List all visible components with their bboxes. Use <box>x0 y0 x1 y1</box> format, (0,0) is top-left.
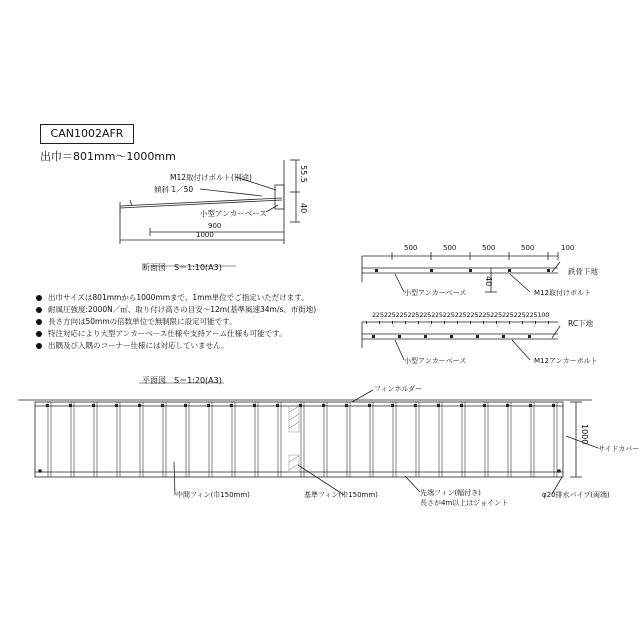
note-2 <box>36 304 316 315</box>
fin-lines <box>48 402 557 477</box>
model-number: CAN1002AFR <box>40 124 134 144</box>
side-cover-label: サイドカバー <box>598 445 640 453</box>
rc-dim: 225 <box>490 311 502 319</box>
section-dim-900: 900 <box>208 222 222 230</box>
note-text: 出巾サイズは801mmから1000mmまで、1mm単位でご指定いただけます。 <box>48 293 309 302</box>
note-3 <box>36 316 237 327</box>
steel-dim: 500 <box>404 244 418 252</box>
plan-dim-1000: 1000 <box>580 424 589 445</box>
rc-detail <box>362 322 560 360</box>
section-dim-55-5: 55.5 <box>299 165 308 183</box>
bullet-icon <box>36 331 42 337</box>
rc-dim: 225 <box>513 311 526 319</box>
section-slope-label: 傾斜 1／50 <box>154 185 194 194</box>
steel-dim-40: 40 <box>484 276 493 287</box>
rc-dim: 225 <box>525 311 538 319</box>
rc-dim: 225 <box>442 311 455 319</box>
joint-note: 長さが4m以上はジョイント <box>420 499 509 507</box>
bullet-icon <box>36 307 42 313</box>
section-dim-1000: 1000 <box>196 231 214 239</box>
rc-bolt-label: M12アンカーボルト <box>534 357 598 365</box>
steel-anchor-label: 小型アンカーベース <box>404 289 467 297</box>
section-title: 断面図 S＝1:10(A3) <box>142 263 222 272</box>
steel-detail <box>362 252 560 292</box>
rc-base-label: RC下地 <box>568 319 594 328</box>
rc-dim: 225 <box>466 311 479 319</box>
steel-base-label: 鉄骨下地 <box>568 267 598 276</box>
steel-dim: 500 <box>443 244 457 252</box>
note-1 <box>36 292 309 303</box>
steel-bolt-label: M12取付けボルト <box>534 289 591 297</box>
rc-dim: 225 <box>431 311 443 319</box>
section-bolt-label: M12取付けボルト(別途) <box>170 173 252 182</box>
base-fin-label: 基準フィン(巾150mm) <box>304 491 378 499</box>
rc-dim: 225 <box>501 311 514 319</box>
note-text: 特注対応により大型アンカーベース仕様や支持アーム仕様も可能です。 <box>48 329 287 338</box>
steel-dim: 500 <box>482 244 496 252</box>
note-text: 長さ方向は50mmの倍数単位で無制限に設定可能です。 <box>48 317 237 326</box>
rc-dim: 225 <box>372 311 384 319</box>
note-5 <box>36 340 228 351</box>
rc-dim: 225 <box>454 311 467 319</box>
bullet-icon <box>36 319 42 325</box>
bullet-icon <box>36 295 42 301</box>
rc-dim: 225 <box>407 311 420 319</box>
joint-hatch <box>289 406 299 472</box>
note-4 <box>36 328 287 339</box>
note-text: 出隅及び入隅のコーナー仕様には対応していません。 <box>48 341 229 350</box>
steel-dim: 100 <box>561 244 575 252</box>
rc-dim: 225 <box>383 311 396 319</box>
rc-dim: 225 <box>419 311 432 319</box>
rc-dims <box>372 311 549 319</box>
note-text: 耐風圧強度:2000N／㎡、取り付け高さの目安～12m(基準風速34m/s、市街地) <box>48 305 317 314</box>
drain-label: φ20排水パイプ(両端) <box>542 491 610 499</box>
rc-anchor-label: 小型アンカーベース <box>404 357 467 365</box>
section-anchor-label: 小型アンカーベース <box>200 209 267 218</box>
rc-dim: 225 <box>395 311 408 319</box>
size-range: 出巾＝801mm～1000mm <box>40 150 176 163</box>
rc-dim: 225 <box>478 311 491 319</box>
section-dim-40: 40 <box>299 203 308 214</box>
end-fin-label: 先端フィン(幅付き) <box>420 489 481 497</box>
rc-dim: 100 <box>537 311 550 319</box>
mid-fin-label: 中間フィン(巾150mm) <box>176 491 250 499</box>
bullet-icon <box>36 343 42 349</box>
plan-title: 平面図 S＝1:20(A3) <box>142 376 222 385</box>
steel-dim: 500 <box>521 244 535 252</box>
fin-holder-label: フィンホルダー <box>374 385 423 393</box>
